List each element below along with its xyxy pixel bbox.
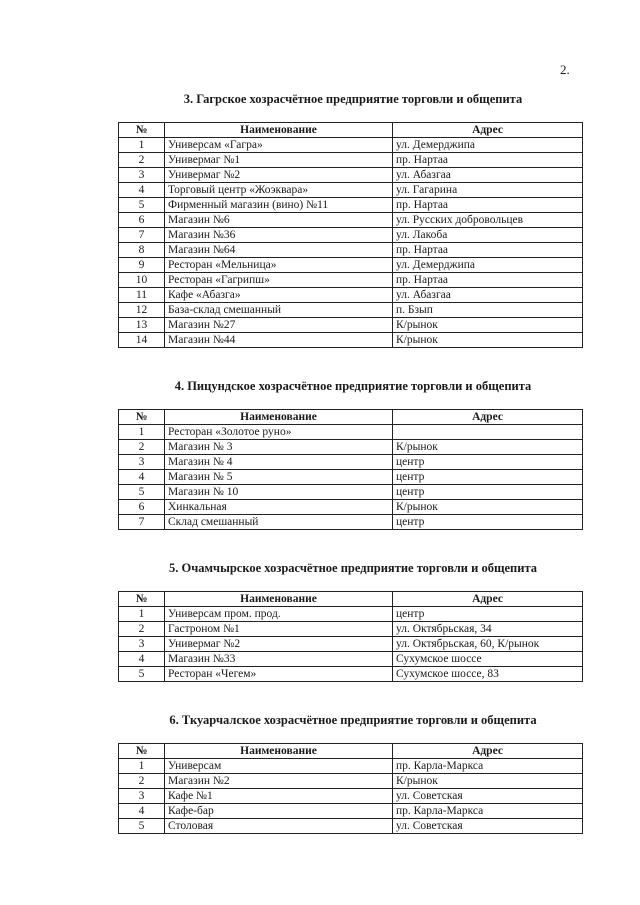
row-address: К/рынок <box>393 318 583 333</box>
table-row <box>119 228 583 243</box>
row-name: Магазин №27 <box>165 318 393 333</box>
header-num: № <box>119 123 165 138</box>
row-number: 6 <box>119 213 165 228</box>
row-number: 1 <box>119 607 165 622</box>
row-address: ул. Абазгаа <box>393 168 583 183</box>
row-address: ул. Демерджипа <box>393 258 583 273</box>
table-row <box>119 500 583 515</box>
row-address: Сухумское шоссе <box>393 652 583 667</box>
row-address: пр. Нартаа <box>393 273 583 288</box>
row-name: Магазин №2 <box>165 774 393 789</box>
row-address: ул. Советская <box>393 819 583 834</box>
table-row <box>119 759 583 774</box>
header-name: Наименование <box>165 744 393 759</box>
row-address: центр <box>393 607 583 622</box>
row-number: 3 <box>119 637 165 652</box>
table-row <box>119 243 583 258</box>
row-address: центр <box>393 470 583 485</box>
table-header-row <box>119 123 583 138</box>
row-address: К/рынок <box>393 774 583 789</box>
header-address: Адрес <box>393 744 583 759</box>
row-name: База-склад смешанный <box>165 303 393 318</box>
row-number: 8 <box>119 243 165 258</box>
enterprise-table <box>118 743 583 834</box>
row-number: 2 <box>119 622 165 637</box>
row-name: Склад смешанный <box>165 515 393 530</box>
row-number: 7 <box>119 515 165 530</box>
row-name: Торговый центр «Жоэквара» <box>165 183 393 198</box>
header-name: Наименование <box>165 410 393 425</box>
row-name: Магазин № 5 <box>165 470 393 485</box>
table-row <box>119 318 583 333</box>
row-number: 13 <box>119 318 165 333</box>
row-number: 14 <box>119 333 165 348</box>
row-address: ул. Гагарина <box>393 183 583 198</box>
row-address: ул. Октябрьская, 60, К/рынок <box>393 637 583 652</box>
table-row <box>119 470 583 485</box>
header-num: № <box>119 410 165 425</box>
header-num: № <box>119 592 165 607</box>
table-row <box>119 789 583 804</box>
row-number: 1 <box>119 425 165 440</box>
section-title: 3. Гагрское хозрасчётное предприятие торговли и общепита <box>183 92 523 106</box>
row-name: Универсам пром. прод. <box>165 607 393 622</box>
row-number: 1 <box>119 759 165 774</box>
table-row <box>119 440 583 455</box>
row-name: Универмаг №1 <box>165 153 393 168</box>
row-number: 4 <box>119 183 165 198</box>
row-address: пр. Карла-Маркса <box>393 759 583 774</box>
row-address: пр. Карла-Маркса <box>393 804 583 819</box>
table-row <box>119 622 583 637</box>
row-name: Магазин №64 <box>165 243 393 258</box>
row-name: Магазин №6 <box>165 213 393 228</box>
enterprise-table <box>118 122 583 348</box>
row-name: Кафе №1 <box>165 789 393 804</box>
row-number: 3 <box>119 789 165 804</box>
row-name: Магазин №36 <box>165 228 393 243</box>
table-row <box>119 804 583 819</box>
table-header-row <box>119 592 583 607</box>
row-number: 5 <box>119 819 165 834</box>
table-row <box>119 273 583 288</box>
table-row <box>119 485 583 500</box>
row-name: Фирменный магазин (вино) №11 <box>165 198 393 213</box>
row-name: Универмаг №2 <box>165 168 393 183</box>
header-address: Адрес <box>393 410 583 425</box>
row-name: Ресторан «Золотое руно» <box>165 425 393 440</box>
row-number: 3 <box>119 455 165 470</box>
row-name: Столовая <box>165 819 393 834</box>
table-row <box>119 168 583 183</box>
table-row <box>119 652 583 667</box>
section-title: 5. Очамчырское хозрасчётное предприятие торговли и общепита <box>169 561 537 575</box>
row-name: Ресторан «Чегем» <box>165 667 393 682</box>
row-address: К/рынок <box>393 333 583 348</box>
row-address <box>393 425 583 440</box>
row-address: п. Бзып <box>393 303 583 318</box>
row-number: 6 <box>119 500 165 515</box>
row-number: 5 <box>119 485 165 500</box>
table-row <box>119 455 583 470</box>
row-address: К/рынок <box>393 440 583 455</box>
row-number: 10 <box>119 273 165 288</box>
row-address: ул. Лакоба <box>393 228 583 243</box>
row-number: 5 <box>119 667 165 682</box>
row-name: Универсам «Гагра» <box>165 138 393 153</box>
row-name: Магазин № 10 <box>165 485 393 500</box>
row-name: Кафе-бар <box>165 804 393 819</box>
table-row <box>119 607 583 622</box>
table-row <box>119 667 583 682</box>
table-row <box>119 198 583 213</box>
table-row <box>119 774 583 789</box>
row-name: Универсам <box>165 759 393 774</box>
section-title: 4. Пицундское хозрасчётное предприятие торговли и общепита <box>174 379 532 393</box>
row-address: ул. Демерджипа <box>393 138 583 153</box>
table-row <box>119 515 583 530</box>
row-address: центр <box>393 455 583 470</box>
header-name: Наименование <box>165 123 393 138</box>
table-row <box>119 288 583 303</box>
table-row <box>119 819 583 834</box>
table-row <box>119 258 583 273</box>
row-address: ул. Октябрьская, 34 <box>393 622 583 637</box>
row-name: Ресторан «Гагрипш» <box>165 273 393 288</box>
table-row <box>119 213 583 228</box>
table-row <box>119 637 583 652</box>
row-number: 4 <box>119 652 165 667</box>
row-number: 5 <box>119 198 165 213</box>
row-name: Ресторан «Мельница» <box>165 258 393 273</box>
row-address: Сухумское шоссе, 83 <box>393 667 583 682</box>
enterprise-table <box>118 591 583 682</box>
page-number: 2. <box>560 62 570 77</box>
row-address: ул. Русских добровольцев <box>393 213 583 228</box>
row-name: Магазин № 3 <box>165 440 393 455</box>
table-row <box>119 333 583 348</box>
row-number: 4 <box>119 804 165 819</box>
header-address: Адрес <box>393 592 583 607</box>
row-name: Кафе «Абазга» <box>165 288 393 303</box>
row-name: Магазин №33 <box>165 652 393 667</box>
row-address: пр. Нартаа <box>393 198 583 213</box>
header-num: № <box>119 744 165 759</box>
table-row <box>119 425 583 440</box>
row-number: 3 <box>119 168 165 183</box>
row-name: Универмаг №2 <box>165 637 393 652</box>
row-address: ул. Советская <box>393 789 583 804</box>
header-address: Адрес <box>393 123 583 138</box>
table-row <box>119 138 583 153</box>
row-number: 4 <box>119 470 165 485</box>
row-number: 11 <box>119 288 165 303</box>
table-header-row <box>119 410 583 425</box>
row-number: 7 <box>119 228 165 243</box>
row-address: пр. Нартаа <box>393 243 583 258</box>
section-title: 6. Ткуарчалское хозрасчётное предприятие торговли и общепита <box>169 713 537 727</box>
table-row <box>119 183 583 198</box>
table-row <box>119 153 583 168</box>
row-address: К/рынок <box>393 500 583 515</box>
row-number: 2 <box>119 774 165 789</box>
row-address: ул. Абазгаа <box>393 288 583 303</box>
row-address: центр <box>393 515 583 530</box>
header-name: Наименование <box>165 592 393 607</box>
row-number: 9 <box>119 258 165 273</box>
row-name: Гастроном №1 <box>165 622 393 637</box>
row-address: пр. Нартаа <box>393 153 583 168</box>
row-name: Магазин №44 <box>165 333 393 348</box>
row-number: 2 <box>119 440 165 455</box>
table-row <box>119 303 583 318</box>
row-name: Магазин № 4 <box>165 455 393 470</box>
row-address: центр <box>393 485 583 500</box>
row-name: Хинкальная <box>165 500 393 515</box>
enterprise-table <box>118 409 583 530</box>
table-header-row <box>119 744 583 759</box>
row-number: 12 <box>119 303 165 318</box>
row-number: 1 <box>119 138 165 153</box>
row-number: 2 <box>119 153 165 168</box>
